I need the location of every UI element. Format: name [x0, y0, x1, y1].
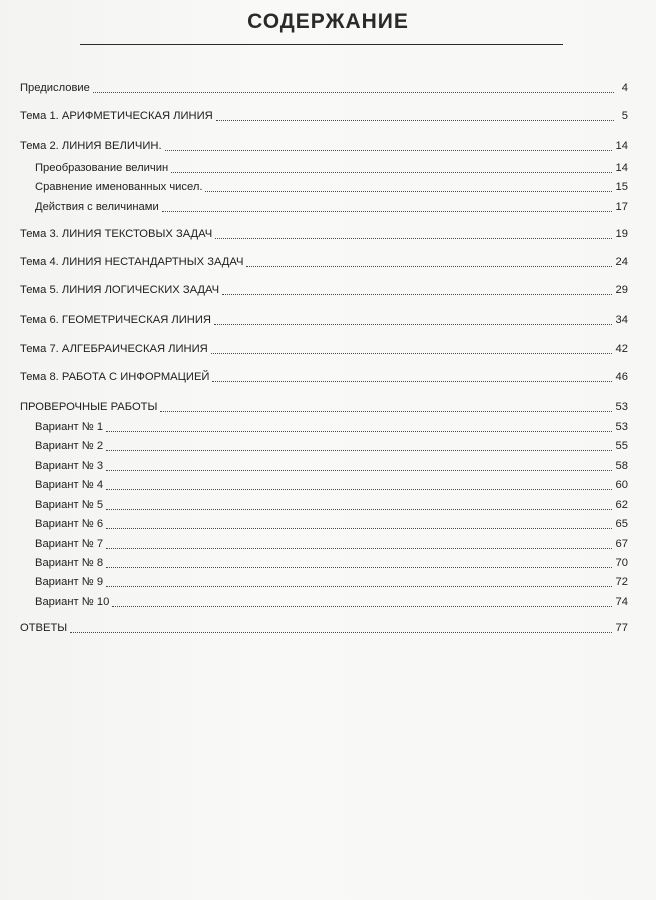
toc-subentry	[35, 516, 628, 532]
toc-entry-label: Тема 5. ЛИНИЯ ЛОГИЧЕСКИХ ЗАДАЧ	[20, 284, 220, 296]
toc-subentry	[35, 497, 628, 513]
dot-leader	[106, 430, 611, 432]
toc-entry-label: Тема 7. АЛГЕБРАИЧЕСКАЯ ЛИНИЯ	[20, 343, 208, 355]
toc-page-number: 46	[615, 371, 628, 383]
dot-leader	[165, 149, 612, 151]
dot-leader	[160, 410, 611, 412]
toc-page-number: 42	[615, 343, 628, 355]
toc-entry-label: Вариант № 2	[35, 440, 104, 452]
dot-leader	[171, 171, 611, 173]
dot-leader	[106, 547, 611, 549]
toc-page-number: 72	[615, 576, 628, 588]
toc-entry	[20, 108, 628, 124]
dot-leader	[106, 449, 611, 451]
dot-leader	[112, 605, 611, 607]
toc-entry	[20, 369, 628, 385]
toc-page-number: 53	[615, 401, 628, 413]
toc-entry-label: Сравнение именованных чисел.	[35, 181, 203, 193]
toc-subentry	[35, 458, 628, 474]
toc-entry-label: Тема 8. РАБОТА С ИНФОРМАЦИЕЙ	[20, 371, 210, 383]
toc-page-number: 15	[615, 181, 628, 193]
dot-leader	[106, 508, 611, 510]
toc-entry-label: Тема 6. ГЕОМЕТРИЧЕСКАЯ ЛИНИЯ	[20, 314, 211, 326]
toc-entry	[20, 226, 628, 242]
toc-entry	[20, 312, 628, 328]
toc-entry-label: Вариант № 10	[35, 596, 110, 608]
toc-page-number: 55	[615, 440, 628, 452]
toc-subentry	[35, 438, 628, 454]
toc-page-number: 14	[615, 140, 628, 152]
toc-page-number: 53	[615, 421, 628, 433]
toc-entry-label: Преобразование величин	[35, 162, 169, 174]
toc-page-number: 67	[615, 538, 628, 550]
toc-subentry	[35, 419, 628, 435]
toc-entry	[20, 341, 628, 357]
toc-subentry	[35, 179, 628, 195]
toc-entry-label: Вариант № 9	[35, 576, 104, 588]
toc-subentry	[35, 160, 628, 176]
dot-leader	[106, 488, 611, 490]
dot-leader	[106, 566, 611, 568]
toc-entry	[20, 399, 628, 415]
toc-entry-label: Вариант № 5	[35, 499, 104, 511]
toc-entry-label: Тема 3. ЛИНИЯ ТЕКСТОВЫХ ЗАДАЧ	[20, 228, 213, 240]
dot-leader	[222, 293, 611, 295]
dot-leader	[246, 265, 611, 267]
dot-leader	[106, 585, 611, 587]
toc-page-number: 58	[615, 460, 628, 472]
toc-entry-label: Вариант № 8	[35, 557, 104, 569]
toc-entry-label: Предисловие	[20, 82, 90, 94]
toc-subentry	[35, 536, 628, 552]
toc-entry-label: Вариант № 1	[35, 421, 104, 433]
toc-entry-label: Тема 2. ЛИНИЯ ВЕЛИЧИН.	[20, 140, 162, 152]
dot-leader	[106, 469, 611, 471]
toc-page-number: 29	[615, 284, 628, 296]
toc-entry-label: Тема 1. АРИФМЕТИЧЕСКАЯ ЛИНИЯ	[20, 110, 213, 122]
toc-page-number: 4	[621, 82, 628, 94]
toc-page-number: 19	[615, 228, 628, 240]
page-title: СОДЕРЖАНИЕ	[247, 10, 409, 33]
dot-leader	[162, 210, 612, 212]
toc-page-number: 62	[615, 499, 628, 511]
toc-page-number: 5	[621, 110, 628, 122]
toc-page-number: 34	[615, 314, 628, 326]
toc-subentry	[35, 574, 628, 590]
toc-subentry	[35, 555, 628, 571]
toc-entry-label: Вариант № 3	[35, 460, 104, 472]
dot-leader	[211, 352, 612, 354]
dot-leader	[93, 91, 614, 93]
toc-subentry	[35, 199, 628, 215]
dot-leader	[216, 119, 614, 121]
toc-page-number: 60	[615, 479, 628, 491]
toc-entry	[20, 254, 628, 270]
dot-leader	[106, 527, 611, 529]
toc-entry-label: Тема 4. ЛИНИЯ НЕСТАНДАРТНЫХ ЗАДАЧ	[20, 256, 244, 268]
toc-entry-label: Вариант № 6	[35, 518, 104, 530]
toc-entry	[20, 282, 628, 298]
dot-leader	[205, 190, 611, 192]
toc-page-number: 70	[615, 557, 628, 569]
toc-entry	[20, 80, 628, 96]
toc-page-number: 17	[615, 201, 628, 213]
toc-page-number: 65	[615, 518, 628, 530]
toc-entry	[20, 138, 628, 154]
toc-entry	[20, 620, 628, 636]
toc-subentry	[35, 477, 628, 493]
dot-leader	[214, 323, 612, 325]
toc-entry-label: ПРОВЕРОЧНЫЕ РАБОТЫ	[20, 401, 158, 413]
dot-leader	[212, 380, 611, 382]
toc-page-number: 24	[615, 256, 628, 268]
toc-page-number: 14	[615, 162, 628, 174]
toc-entry-label: ОТВЕТЫ	[20, 622, 68, 634]
toc-entry-label: Вариант № 7	[35, 538, 104, 550]
toc-page-number: 77	[615, 622, 628, 634]
toc-entry-label: Вариант № 4	[35, 479, 104, 491]
dot-leader	[70, 631, 611, 633]
toc-entry-label: Действия с величинами	[35, 201, 159, 213]
dot-leader	[215, 237, 611, 239]
toc-page-number: 74	[615, 596, 628, 608]
toc-subentry	[35, 594, 628, 610]
